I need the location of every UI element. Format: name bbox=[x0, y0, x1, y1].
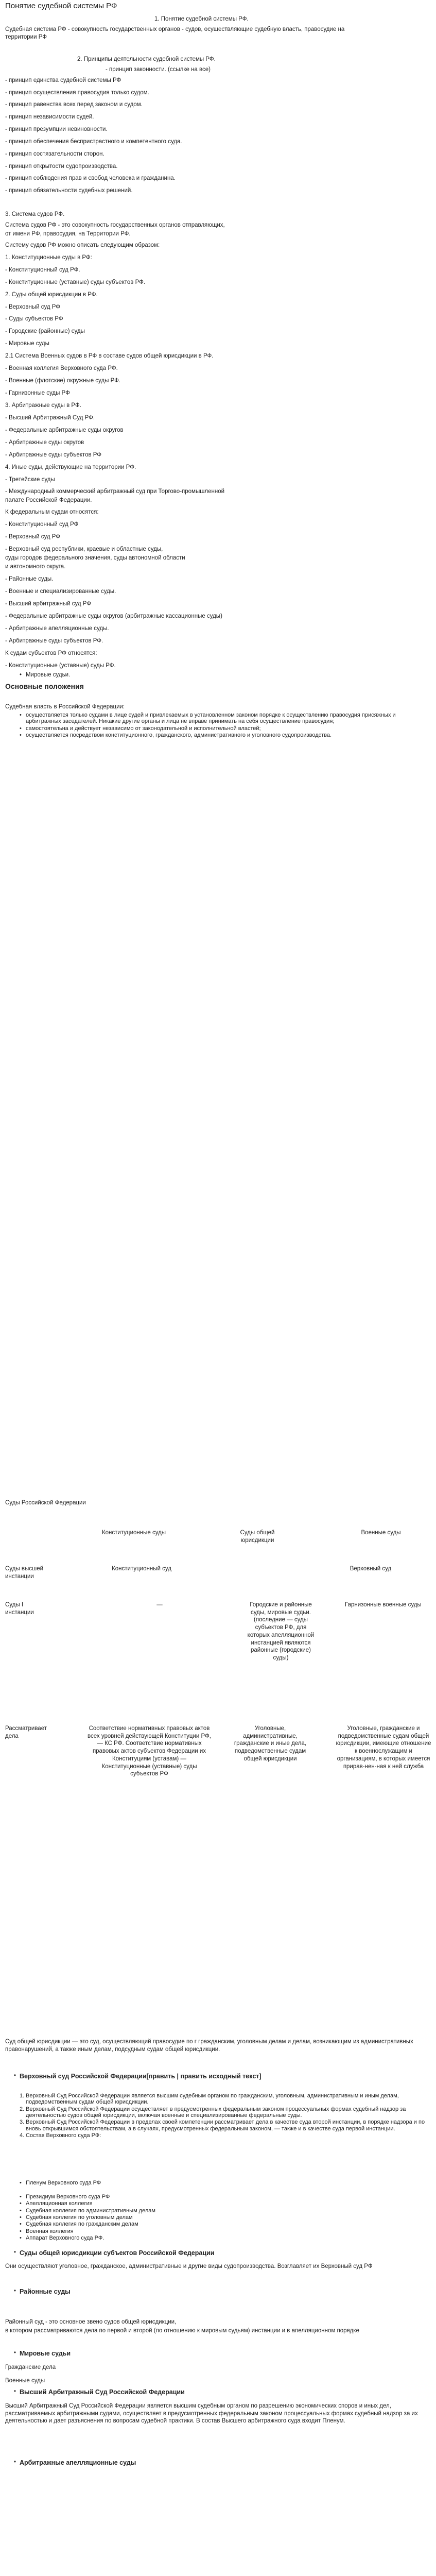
military-label: Военные суды bbox=[5, 2378, 45, 2384]
courts-list-26: и автономного округа. bbox=[5, 564, 66, 570]
principle-0: - принцип единства судебной системы РФ bbox=[5, 77, 121, 83]
courts-list-25: суды городов федерального значения, суды автономной области bbox=[5, 555, 185, 561]
sec2-heading: 2. Принципы деятельности судебной системы РФ. bbox=[77, 56, 216, 62]
list-item: • осуществляется посредством конституционного, гражданского, административного и уголовного судопроизводства. bbox=[19, 732, 431, 738]
courts-list-34: - Конституционные (уставные) суды РФ. bbox=[5, 663, 116, 669]
magistrates-list bbox=[19, 671, 431, 680]
table-cell-const-consider: Соответствие нормативных правовых актов всех уровней действующей Конституции РФ, — КС РФ. Соответствие нормативных правовых актов субъектов Федерации их Конституциям (уставам) — Конституционные (уставные) суды субъектов РФ bbox=[88, 1725, 211, 1777]
courts-list-7: - Мировые суды bbox=[5, 341, 49, 347]
basics-list bbox=[19, 712, 431, 739]
sec2-subheading: - принцип законности. (ссылке на все) bbox=[106, 66, 211, 73]
courts-list-1: - Конституционный суд РФ. bbox=[5, 267, 80, 273]
courts-list-8: 2.1 Система Военных судов в РФ в составе судов общей юрисдикции в РФ. bbox=[5, 353, 214, 359]
courts-list-14: - Федеральные арбитражные суды округов bbox=[5, 427, 124, 433]
table-header-military: Военные суды bbox=[361, 1530, 401, 1536]
page: Понятие судебной системы РФ 1. Понятие судебной системы РФ. Судебная система РФ - совокупность государственных органов - судов, осуществляющие судебную власть, правосудие на территории РФ 2. Принципы деятельности судебной системы РФ. - принцип законности. (ссылке на все) - принцип единства судебной системы РФ - принцип осуществления правосудия только судом. - принцип равенства всех перед законом и судом. - принцип независимости судей. - принцип презумпции невиновности. - принцип обеспечения беспристрастного и компетентного суда. - принцип состязательности сторон. - принцип открытости судопроизводства. - принцип соблюдения прав и свобод человека и гражданина. - принцип обязательности судебных решений. 3. Система судов РФ. Система судов РФ - это совокупность государственных органов отправляющих, от имени РФ, правосудия, на Территории РФ. Систему судов РФ можно описать следующим образом: 1. Конституционные суды в РФ: - Конституционный суд РФ. - Конституционные (уставные) суды субъектов РФ. 2. Суды общей юрисдикции в РФ. - Верховный суд РФ - Суды субъектов РФ - Городские (районные) суды - Мировые суды 2.1 Система Военных судов в РФ в составе судов общей юрисдикции в РФ. - Военная коллегия Верховного суда РФ. - Военные (флотские) окружные суды РФ. - Гарнизонные суды РФ 3. Арбитражные суды в РФ. - Высший Арбитражный Суд РФ. - Федеральные арбитражные суды округов - Арбитражные суды округов - Арбитражные суды субъектов РФ 4. Иные суды, действующие на территории РФ. - Третейские суды - Международный коммерческий арбитражный суд при Торгово-промышленной палате Российской Федерации. К федеральным судам относятся: - Конституционный суд РФ - Верховный суд РФ - Верховный суд республики, краевые и областные суды, суды городов федерального значения, суды автономной области и автономного округа. - Районные суды. - Военные и специализированные суды. - Высший арбитражный суд РФ - Федеральные арбитражные суды округов (арбитражные кассационные суды) - Арбитражные апелляционные суды. - Арбитражные суды субъектов РФ. К судам субъектов РФ относятся: - Конституционные (уставные) суды РФ. • Мировые судьи. Основные положения Судебная власть в Российской Федерации: • осуществляется только судами в лице судей и привлекаемых в установленном законом порядке к осуществлению правосудия присяжных и арбитражных заседателей. Никакие другие органы и лица не вправе принимать на себя осуществление правосудия; • самостоятельна и действует независимо от законодательной и исполнительной властей; • осуществляется посредством конституционного, гражданского, административного и уголовного судопроизводства. Суды Российской Федерации Конституционные суды Суды общей юрисдикции Военные суды Суды высшей инстанции Конституционный суд Верховный суд Суды I инстанции — Городские и районные суды, мировые судьи. (последние — суды субъектов РФ, для которых апелляционной инстанцией являются районные (городские) суды) Гарнизонные военные суды Рассматривает дела Соответствие нормативных правовых актов всех уровней действующей Конституции РФ, — КС РФ. Соответствие нормативных правовых актов субъектов Федерации их Конституциям (уставам) — Конституционные (уставные) суды субъектов РФ Уголовные, административные, гражданские и иные дела, подведомственные судам общей юрисдикции Уголовные, гражданские и подведомственные судам общей юрисдикции, имеющие отношение к военнослужащим и организациям, в которых имеется прирав-нен-ная к ней служба Суд общей юрисдикции — это суд, осуществляющий правосудие по г гражданским, уголовным делам и делам, возникающим из административных правонарушений, а также иным делам, подсудным судам общей юрисдикции. • Верховный суд Российской Федерации[править | править исходный текст] 1. Верховный Суд Российской Федерации является высшим судебным органом по гражданским, уголовным, административным и иным делам, подведомственным судам общей юрисдикции. 2. Верховный Суд Российской Федерации осуществляет в предусмотренных федеральным законом процессуальных формах судебный надзор за деятельностью судов общей юрисдикции, включая военные и специализированные федеральные суды. 3. Верховный Суд Российской Федерации в пределах своей компетенции рассматривает дела в качестве суда второй инстанции, в порядке надзора и по вновь открывшимся обстоятельствам, а в случаях, предусмотренных федеральным законом, — также и в качестве суда первой инстанции. 4. Состав Верховного суда РФ: • Пленум Верховного суда РФ • Президиум Верховного суда РФ • Апелляционная коллегия • Судебная коллегия по административным делам • Судебная коллегия по уголовным делам • Судебная коллегия по гражданским делам • Военная коллегия • Аппарат Верховного суда РФ. • Суды общей юрисдикции субъектов Российской Федерации Они осуществляют уголовное, гражданское, административные и другие виды судопроизводства. Возглавляет их Верховный суд РФ • Районные суды Районный суд - это основное звено судов общей юрисдикции, в котором рассматриваются дела по первой и второй (по отношению к мировым судьям) инстанции и в апелляционном порядке • Мировые судьи Гражданские дела Военные суды • Высший Арбитражный Суд Российской Федерации Высший Арбитражный Суд Российской Федерации является высшим судебным органом по разрешению экономических споров и иных дел, рассматриваемых арбитражными судами, осуществляет в предусмотренных федеральным законом процессуальных формах судебный надзор за их деятельностью и дает разъяснения по вопросам судебной практики. В состав Высшего арбитражного суда входит Пленум. • Арбитражные апелляционные суды bbox=[0, 0, 436, 2576]
courts-list-18: - Третейские суды bbox=[5, 477, 55, 483]
supreme-court-heading: Верховный суд Российской Федерации[править | править исходный текст] bbox=[20, 2073, 261, 2080]
list-item: • самостоятельна и действует независимо от законодательной и исполнительной властей; bbox=[19, 725, 431, 732]
courts-list-27: - Районные суды. bbox=[5, 576, 54, 582]
table-cell-const-first: — bbox=[156, 1602, 163, 1608]
principle-3: - принцип независимости судей. bbox=[5, 114, 94, 120]
table-row-higher: Суды высшей инстанции bbox=[5, 1566, 44, 1580]
courts-list-15: - Арбитражные суды округов bbox=[5, 439, 84, 446]
sec1-heading: 1. Понятие судебной системы РФ. bbox=[154, 16, 249, 22]
courts-list-9: - Военная коллегия Верховного суда РФ. bbox=[5, 365, 118, 371]
courts-list-11: - Гарнизонные суды РФ bbox=[5, 390, 70, 396]
subjects-heading: Суды общей юрисдикции субъектов Российской Федерации bbox=[20, 2249, 215, 2257]
list-item: • Пленум Верховного суда РФ bbox=[19, 2179, 431, 2187]
table-cell-gen-higher: Верховный суд bbox=[350, 1566, 392, 1572]
principle-9: - принцип обязательности судебных решений. bbox=[5, 188, 133, 194]
basics-heading: Основные положения bbox=[5, 682, 84, 690]
courts-list-31: - Арбитражные апелляционные суды. bbox=[5, 625, 109, 632]
hac-heading: Высший Арбитражный Суд Российской Федерации bbox=[20, 2388, 185, 2396]
courts-list-6: - Городские (районные) суды bbox=[5, 328, 85, 334]
list-item: • Апелляционная коллегия bbox=[19, 2200, 431, 2207]
table-cell-mil-consider: Уголовные, гражданские и подведомственные судам общей юрисдикции, имеющие отношение к военнослужащим и организациям, в которых имеется прирав-нен-ная к ней служба bbox=[336, 1725, 431, 1770]
courts-list-32: - Арбитражные суды субъектов РФ. bbox=[5, 638, 103, 644]
courts-list-19: - Международный коммерческий арбитражный суд при Торгово-промышленной bbox=[5, 488, 225, 495]
sec3-text-2: Систему судов РФ можно описать следующим образом: bbox=[5, 242, 160, 248]
courts-list-10: - Военные (флотские) окружные суды РФ. bbox=[5, 378, 121, 384]
principle-7: - принцип открытости судопроизводства. bbox=[5, 163, 118, 170]
general-jurisdiction-paragraph: Суд общей юрисдикции — это суд, осуществляющий правосудие по г гражданским, уголовным делам и делам, возникающим из административных правонарушений, а также иным делам, подсудным судам общей юрисдикции. bbox=[5, 2039, 413, 2053]
plenum-list bbox=[19, 2179, 431, 2187]
courts-list-30: - Федеральные арбитражные суды округов (арбитражные кассационные суды) bbox=[5, 613, 222, 619]
list-item: • Мировые судьи. bbox=[19, 671, 431, 679]
courts-list-12: 3. Арбитражные суды в РФ. bbox=[5, 402, 81, 409]
appeal-heading: Арбитражные апелляционные суды bbox=[20, 2459, 136, 2466]
list-item: • Военная коллегия bbox=[19, 2228, 431, 2234]
list-item: 3. Верховный Суд Российской Федерации в пределах своей компетенции рассматривает дела в качестве суда второй инстанции, в порядке надзора и по вновь открывшимся обстоятельствам, а в случаях, предусмотренных федеральным законом, — также и в качестве суда первой инстанции. bbox=[19, 2119, 431, 2132]
list-item: 4. Состав Верховного суда РФ: bbox=[19, 2132, 431, 2139]
courts-list-16: - Арбитражные суды субъектов РФ bbox=[5, 452, 102, 458]
table-header-const: Конституционные суды bbox=[101, 1530, 166, 1536]
courts-list-23: - Верховный суд РФ bbox=[5, 534, 61, 540]
list-item: • Судебная коллегия по уголовным делам bbox=[19, 2214, 431, 2221]
district-text-0: Районный суд - это основное звено судов общей юрисдикции, bbox=[5, 2319, 177, 2325]
principle-8: - принцип соблюдения прав и свобод человека и гражданина. bbox=[5, 175, 176, 181]
list-item: 2. Верховный Суд Российской Федерации осуществляет в предусмотренных федеральным законом процессуальных формах судебный надзор за деятельностью судов общей юрисдикции, включая военные и специализированные федеральные суды. bbox=[19, 2106, 431, 2119]
list-item: • осуществляется только судами в лице судей и привлекаемых в установленном законом порядке к осуществлению правосудия присяжных и арбитражных заседателей. Никакие другие органы и лица не вправе принимать на себя осуществление правосудия; bbox=[19, 712, 431, 725]
list-item: • Аппарат Верховного суда РФ. bbox=[19, 2235, 431, 2241]
courts-list-0: 1. Конституционные суды в РФ: bbox=[5, 255, 92, 261]
district-text-1: в котором рассматриваются дела по первой и второй (по отношению к мировым судьям) инстанции и в апелляционном порядке bbox=[5, 2328, 359, 2334]
list-item: • Судебная коллегия по административным делам bbox=[19, 2208, 431, 2214]
table-cell-mil-first: Гарнизонные военные суды bbox=[345, 1602, 422, 1608]
courts-list-29: - Высший арбитражный суд РФ bbox=[5, 601, 92, 607]
district-heading: Районные суды bbox=[20, 2288, 71, 2295]
table-cell-gen-first: Городские и районные суды, мировые судьи. (последние — суды субъектов РФ, для которых апелляционной инстанцией являются районные (городские) суды) bbox=[247, 1602, 315, 1662]
principle-2: - принцип равенства всех перед законом и судом. bbox=[5, 101, 143, 108]
courts-list-2: - Конституционные (уставные) суды субъектов РФ. bbox=[5, 279, 146, 285]
list-item: • Судебная коллегия по гражданским делам bbox=[19, 2221, 431, 2227]
table-cell-const-higher: Конституционный суд bbox=[112, 1566, 171, 1572]
courts-table bbox=[5, 1529, 436, 1890]
sec3-text-0: Система судов РФ - это совокупность государственных органов отправляющих, bbox=[5, 222, 225, 228]
basics-intro: Судебная власть в Российской Федерации: bbox=[5, 704, 125, 710]
principle-5: - принцип обеспечения беспристрастного и компетентного суда. bbox=[5, 139, 182, 145]
table-title: Суды Российской Федерации bbox=[5, 1500, 86, 1506]
courts-list-5: - Суды субъектов РФ bbox=[5, 316, 63, 322]
table-row-first: Суды I инстанции bbox=[5, 1602, 34, 1616]
table-row-consider: Рассматривает дела bbox=[5, 1725, 47, 1739]
magistrates-heading: Мировые судьи bbox=[20, 2350, 71, 2357]
list-item: 1. Верховный Суд Российской Федерации является высшим судебным органом по гражданским, уголовным, административным и иным делам, подведомственным судам общей юрисдикции. bbox=[19, 2093, 431, 2106]
civil-label: Гражданские дела bbox=[5, 2364, 56, 2370]
list-item: • Президиум Верховного суда РФ bbox=[19, 2194, 431, 2200]
hac-paragraph: Высший Арбитражный Суд Российской Федерации является высшим судебным органом по разрешению экономических споров и иных дел, рассматриваемых арбитражными судами, осуществляет в предусмотренных федеральным законом процессуальных формах судебный надзор за их деятельностью и дает разъяснения по вопросам судебной практики. В состав Высшего арбитражного суда входит Пленум. bbox=[5, 2403, 418, 2425]
courts-list-33: К судам субъектов РФ относятся: bbox=[5, 650, 97, 656]
sec3-heading: 3. Система судов РФ. bbox=[5, 211, 65, 217]
courts-list-13: - Высший Арбитражный Суд РФ. bbox=[5, 415, 95, 421]
supreme-court-list bbox=[19, 2093, 431, 2139]
presidium-list bbox=[19, 2194, 431, 2242]
page-title: Понятие судебной системы РФ bbox=[5, 2, 117, 10]
table-header-general: Суды общей юрисдикции bbox=[240, 1530, 275, 1544]
courts-list-28: - Военные и специализированные суды. bbox=[5, 588, 116, 595]
subjects-paragraph: Они осуществляют уголовное, гражданское, административные и другие виды судопроизводства. Возглавляет их Верховный суд РФ bbox=[5, 2263, 373, 2269]
courts-list-24: - Верховный суд республики, краевые и областные суды, bbox=[5, 546, 163, 552]
courts-list-20: палате Российской Федерации. bbox=[5, 497, 92, 503]
courts-list-17: 4. Иные суды, действующие на территории РФ. bbox=[5, 464, 136, 470]
principle-4: - принцип презумпции невиновности. bbox=[5, 126, 108, 132]
courts-list-3: 2. Суды общей юрисдикции в РФ. bbox=[5, 292, 98, 298]
sec1-text: Судебная система РФ - совокупность государственных органов - судов, осуществляющие судебную власть, правосудие на территории РФ bbox=[5, 26, 345, 40]
sec3-text-1: от имени РФ, правосудия, на Территории РФ. bbox=[5, 231, 131, 237]
courts-list-21: К федеральным судам относятся: bbox=[5, 509, 99, 515]
principle-6: - принцип состязательности сторон. bbox=[5, 151, 104, 157]
courts-list-4: - Верховный суд РФ bbox=[5, 304, 61, 310]
principle-1: - принцип осуществления правосудия только судом. bbox=[5, 90, 149, 96]
courts-list-22: - Конституционный суд РФ bbox=[5, 521, 79, 528]
table-cell-gen-consider: Уголовные, административные, гражданские и иные дела, подведомственные судам общей юрисдикции bbox=[234, 1725, 307, 1762]
